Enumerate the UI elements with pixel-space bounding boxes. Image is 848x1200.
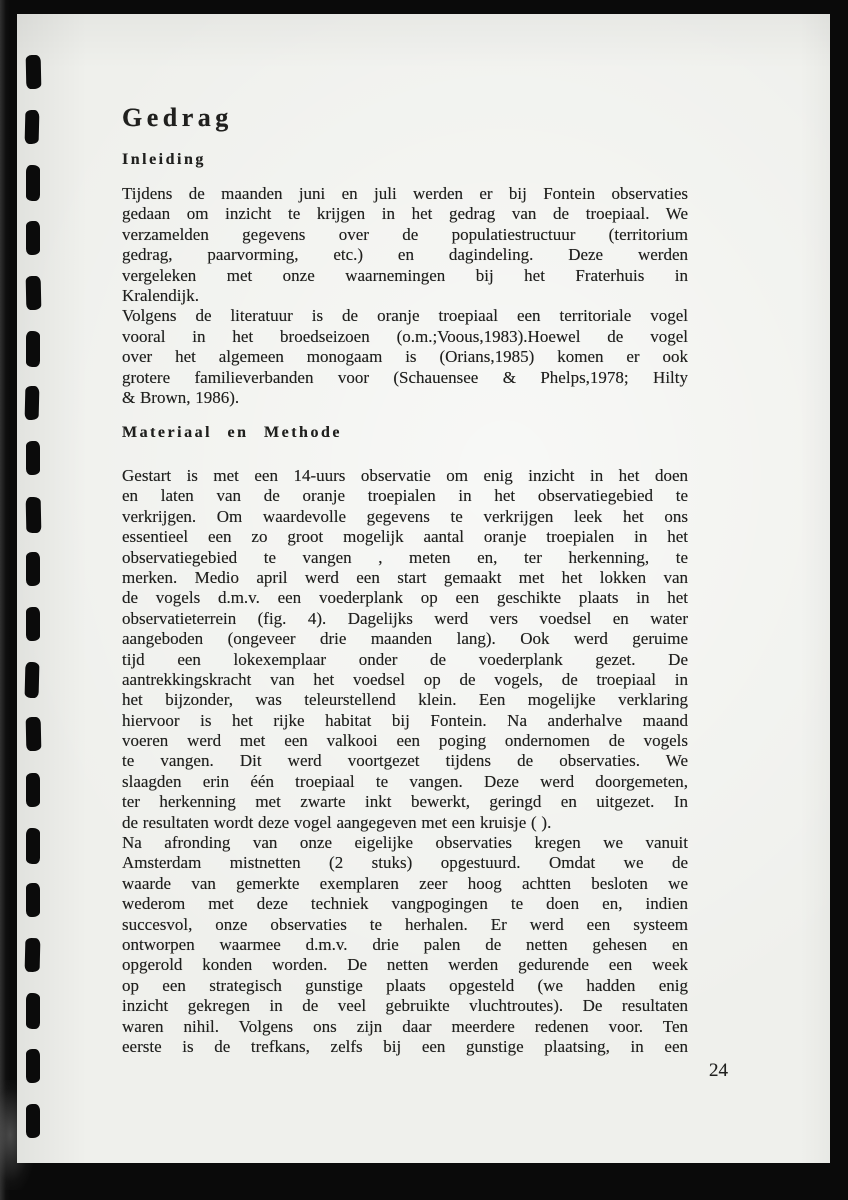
text-line: de resultaten wordt deze vogel aangegeven met een kruisje ( ). xyxy=(122,812,552,832)
binding-hole xyxy=(26,496,42,532)
binding-hole xyxy=(26,1049,40,1083)
text-line: Amsterdam mistnetten (2 stuks) opgestuurd. Omdat we de xyxy=(122,853,688,873)
text-line: Kralendijk. xyxy=(122,285,199,305)
text-line: en laten van de oranje troepialen in het observatiegebied te xyxy=(122,486,688,506)
text-line: vooral in het broedseizoen (o.m.;Voous,1983).Hoewel de vogel xyxy=(122,326,688,346)
binding-hole xyxy=(26,1104,40,1138)
text-line: Gestart is met een 14-uurs observatie om enig inzicht in het doen xyxy=(122,466,688,485)
text-line: gedrag, paarvorming, etc.) en dagindeling. Deze werden xyxy=(122,245,688,265)
binding-hole xyxy=(26,441,40,475)
binding-hole xyxy=(25,110,40,144)
scanner-background-edge xyxy=(0,0,10,1200)
document-page xyxy=(17,14,830,1163)
binding-hole xyxy=(26,883,40,917)
text-line: vergeleken met onze waarnemingen bij het Fraterhuis in xyxy=(122,265,688,285)
section-body-materiaal-en-methode xyxy=(122,466,688,1057)
text-line: ontworpen waarmee d.m.v. drie palen de netten gehesen en xyxy=(122,934,688,954)
text-line: verkrijgen. Om waardevolle gegevens te verkrijgen leek het ons xyxy=(122,506,688,526)
text-line: verzamelden gegevens over de populatiestructuur (territorium xyxy=(122,224,688,244)
binding-hole xyxy=(26,717,42,751)
paragraph xyxy=(122,466,688,833)
text-line: wederom met deze techniek vangpogingen te doen en, indien xyxy=(122,894,688,914)
text-line: succesvol, onze observaties te herhalen. Er werd een systeem xyxy=(122,914,688,934)
text-line: essentieel een zo groot mogelijk aantal oranje troepialen in het xyxy=(122,527,688,547)
section-heading-materiaal-en-methode: Materiaal en Methode xyxy=(122,424,342,441)
text-line: aantrekkingskracht van het voedsel op de vogels, de troepiaal in xyxy=(122,669,688,689)
binding-hole xyxy=(25,938,41,972)
text-line: slaagden erin één troepiaal te vangen. Deze werd doorgemeten, xyxy=(122,771,688,791)
text-line: observatieterrein (fig. 4). Dagelijks werd vers voedsel en water xyxy=(122,608,688,628)
section-heading-inleiding: Inleiding xyxy=(122,151,206,168)
binding-hole xyxy=(26,993,40,1029)
text-line: Volgens de literatuur is de oranje troepiaal een territoriale vogel xyxy=(122,306,688,326)
text-line: merken. Medio april werd een start gemaakt met het lokken van xyxy=(122,567,688,587)
text-line: waarde van gemerkte exemplaren zeer hoog achtten besloten we xyxy=(122,873,688,893)
text-line: te vangen. Dit werd voortgezet tijdens de observaties. We xyxy=(122,751,688,771)
text-line: aangeboden (ongeveer drie maanden lang). Ook werd geruime xyxy=(122,629,688,649)
page-number: 24 xyxy=(709,1060,728,1081)
paragraph xyxy=(122,306,688,408)
page-title: Gedrag xyxy=(122,103,233,132)
text-line: & Brown, 1986). xyxy=(122,387,240,407)
text-line: het bijzonder, was teleurstellend klein. Een mogelijke verklaring xyxy=(122,690,688,710)
binding-hole xyxy=(26,828,40,864)
binding-hole xyxy=(25,662,40,698)
binding-hole xyxy=(26,331,40,367)
binding-hole xyxy=(26,221,40,255)
text-line: gedaan om inzicht te krijgen in het gedrag van de troepiaal. We xyxy=(122,204,688,224)
text-line: Na afronding van onze eigelijke observaties kregen we vanuit xyxy=(122,833,688,853)
text-line: eerste is de trefkans, zelfs bij een gunstige plaatsing, in een xyxy=(122,1036,688,1056)
text-line: op een strategisch gunstige plaats opgesteld (we hadden enig xyxy=(122,975,688,995)
text-line: Tijdens de maanden juni en juli werden er bij Fontein observaties xyxy=(122,184,688,203)
text-line: voeren werd met een valkooi een poging ondernomen de vogels xyxy=(122,731,688,751)
binding-hole xyxy=(25,386,40,420)
binding-hole xyxy=(26,276,42,310)
text-line: grotere familieverbanden voor (Schauensee & Phelps,1978; Hilty xyxy=(122,367,688,387)
section-body-inleiding xyxy=(122,184,688,408)
text-line: opgerold konden worden. De netten werden gedurende een week xyxy=(122,955,688,975)
text-line: inzicht gekregen in de veel gebruikte vluchtroutes). De resultaten xyxy=(122,996,688,1016)
paragraph xyxy=(122,833,688,1057)
paragraph xyxy=(122,184,688,306)
text-line: hiervoor is het rijke habitat bij Fontein. Na anderhalve maand xyxy=(122,710,688,730)
text-line: over het algemeen monogaam is (Orians,1985) komen er ook xyxy=(122,347,688,367)
text-line: ter herkenning met zwarte inkt bewerkt, geringd en uitgezet. In xyxy=(122,792,688,812)
binding-hole xyxy=(26,165,40,201)
text-line: observatiegebied te vangen , meten en, ter herkenning, te xyxy=(122,547,688,567)
text-line: waren nihil. Volgens ons zijn daar meerdere redenen voor. Ten xyxy=(122,1016,688,1036)
binding-hole xyxy=(26,55,42,89)
binding-hole xyxy=(26,773,40,807)
binding-hole xyxy=(26,607,40,641)
text-line: de vogels d.m.v. een voederplank op een geschikte plaats in het xyxy=(122,588,688,608)
binding-hole xyxy=(26,552,40,586)
text-line: tijd een lokexemplaar onder de voederplank gezet. De xyxy=(122,649,688,669)
